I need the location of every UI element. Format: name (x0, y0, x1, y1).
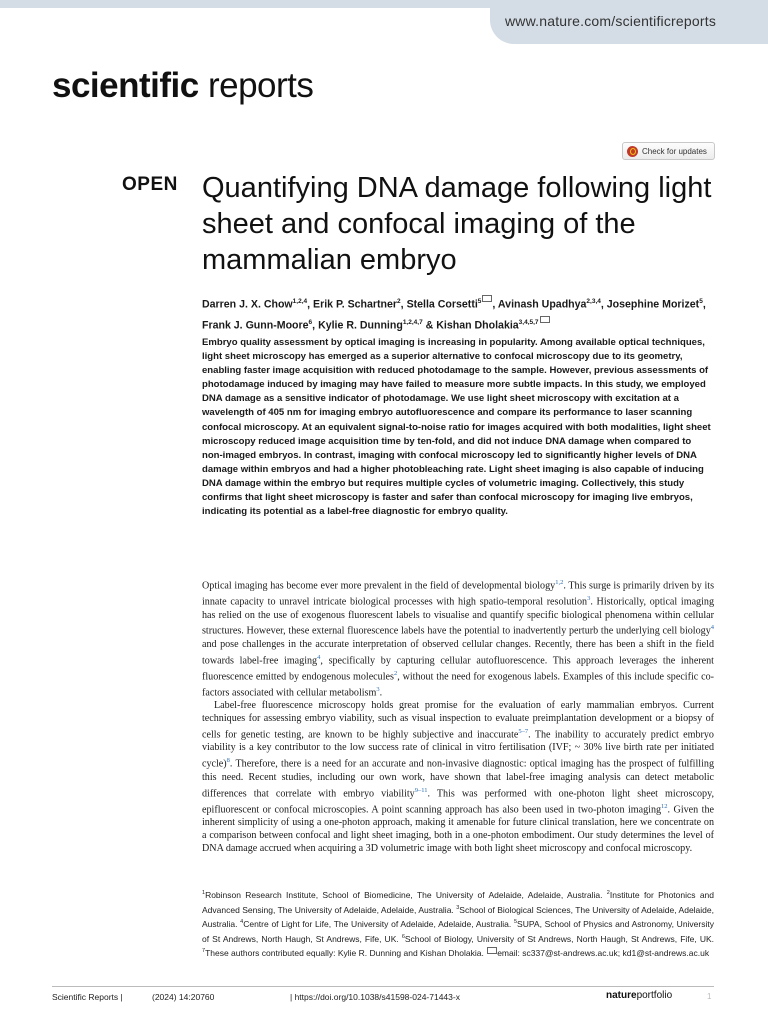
check-updates-label: Check for updates (642, 146, 707, 156)
author-affiliation: 1,2,4 (292, 298, 308, 305)
email-icon[interactable] (482, 295, 492, 302)
citation-ref[interactable]: 5–7 (518, 728, 529, 736)
author-affiliation: 2 (397, 298, 401, 305)
page-number: 1 (707, 992, 712, 1001)
author-affiliation: 6 (308, 318, 313, 326)
nature-portfolio-logo (606, 990, 672, 1001)
affiliation-number: 3 (456, 904, 460, 911)
citation-ref[interactable]: 4 (710, 624, 714, 632)
author-affiliation: 5 (699, 298, 703, 305)
logo-light: reports (198, 66, 314, 105)
email-icon[interactable] (540, 316, 550, 323)
author-name[interactable]: Avinash Upadhya (497, 298, 587, 311)
author-name[interactable]: Josephine Morizet (606, 298, 700, 311)
author-affiliation: 3,4,5,7 (518, 318, 539, 326)
author-name[interactable]: Frank J. Gunn-Moore (202, 319, 309, 332)
footer-doi-link[interactable]: | https://doi.org/10.1038/s41598-024-71443-x (290, 992, 460, 1002)
author-affiliation: 2,3,4 (586, 298, 601, 305)
citation-ref[interactable]: 12 (661, 802, 668, 810)
logo-bold: scientific (52, 66, 199, 105)
citation-ref[interactable]: 9–11 (414, 786, 428, 794)
footer-volume: (2024) 14:20760 (152, 992, 215, 1002)
article-body (202, 577, 714, 856)
publisher-bold: nature (606, 990, 637, 1001)
open-access-badge: OPEN (122, 174, 178, 195)
affiliation-number: 7 (202, 948, 206, 955)
author-affiliation: 1,2,4,7 (402, 318, 423, 326)
crossmark-icon (627, 146, 638, 157)
email-icon (487, 947, 497, 954)
affiliation-number: 5 (513, 919, 518, 926)
footer-journal: Scientific Reports | (52, 992, 123, 1002)
affiliation-number: 4 (240, 919, 244, 926)
abstract: Embryo quality assessment by optical imaging is increasing in popularity. Among available optical techniques, light sheet microscopy has emerged as a superior alternative to confocal microscopy due to its geometry, enabling faster image acquisition with reduced photodamage to the sample. However, previous assessments of photodamage induced by imaging may have failed to measure more subtle impacts. In this study, we employed DNA damage as a sensitive indicator of photodamage. We use light sheet microscopy with excitation at a wavelength of 405 nm for imaging embryo autofluorescence and compare its performance to laser scanning confocal microscopy. At an equivalent signal-to-noise ratio for images acquired with both modalities, light sheet microscopy reduced image acquisition time by ten-fold, and did not induce DNA damage when compared to non-imaged embryos. In contrast, imaging with confocal microscopy led to significantly higher levels of DNA damage within embryos and had a higher photobleaching rate. Light sheet imaging is also capable of inducing DNA damage within the embryo but requires multiple cycles of volumetric imaging. Collectively, this study confirms that light sheet microscopy is faster and safer than confocal microscopy for imaging live embryos, indicating its potential as a label-free diagnostic for embryo quality. (202, 337, 711, 518)
affiliation-number: 1 (202, 890, 206, 896)
body-paragraph: Label-free fluorescence microscopy holds great promise for the evaluation of early mammalian embryos. Current techniques for assessing embryo viability, such as visual inspection to evaluate preimplantation development or a biopsy of cells for genetic testing, are known to be highly subjective and inaccurate$^{5-7}$. The inability to accurately predict embryo viability is a key contributor to the low success rate of clinical in vitro fertilisation (IVF; ~ 30% live birth rate per initiated cycle)$^8$. Therefore, there is a need for an accurate and non-invasive diagnostic: optical imaging has the prospect of fulfilling this need. Recent studies, including our own work, have shown that label-free imaging analysis can detect metabolic differences that correlate with embryo viability$^{9-11}$. This was performed with one-photon light sheet microscopy, epifluorescent or confocal microscopies. A point scanning approach has also been used in two-photon imaging$^{12}$. Given the inherent simplicity of using a one-photon approach, making it amenable for future clinical translation, here we concentrate on a comparison between confocal and light sheet imaging, both in a one-photon embodiment. Our study determines the level of DNA damage accrued when acquiring a 3D volumetric image with both light sheet microscopy and confocal microscopy. (202, 700, 714, 854)
check-updates-button[interactable] (622, 142, 715, 160)
citation-ref[interactable]: 3 (376, 686, 380, 694)
article-title: Quantifying DNA damage following light sheet and confocal imaging of the mammalian embryo (202, 172, 712, 276)
footer-divider (52, 986, 714, 987)
author-name[interactable]: Kishan Dholakia (436, 319, 519, 332)
author-name[interactable]: Kylie R. Dunning (318, 319, 403, 332)
author-name[interactable]: Erik P. Schartner (313, 298, 398, 311)
affiliation-number: 6 (401, 933, 405, 940)
citation-ref[interactable]: 1,2 (555, 579, 564, 586)
author-name[interactable]: Stella Corsetti (406, 298, 478, 311)
author-list: Darren J. X. Chow$^{1,2,4}$, Erik P. Schartner$^2$, Stella Corsetti$^5$ , Avinash Upadhya$^{2,3,4}$, Josephine Morizet$^5$, Frank J. Gunn-Moore$^6$, Kylie R. Dunning$^{1,2,4,7}$ & Kishan Dholakia$^{3,4,5,7}$ (202, 293, 722, 334)
citation-ref[interactable]: 3 (587, 595, 591, 603)
citation-ref[interactable]: 4 (317, 653, 321, 661)
journal-url[interactable]: www.nature.com/scientificreports (505, 13, 717, 29)
citation-ref[interactable]: 8 (226, 757, 230, 765)
citation-ref[interactable]: 2 (393, 669, 398, 677)
affiliation-number: 2 (606, 890, 610, 896)
author-name[interactable]: Darren J. X. Chow (202, 298, 293, 311)
body-paragraph: Optical imaging has become ever more prevalent in the field of developmental biology$^{1,2}$. This surge is primarily driven by its innate capacity to unravel intricate biological processes with high spatio-temporal resolution$^3$. Historically, optical imaging has relied on the use of exogenous fluorescent labels to visualise and quantify specific biological phenomena within cellular structures. However, these external fluorescence labels have the potential to inadvertently perturb the underlying cell biology$^4$ and pose challenges in the accurate interpretation of observed cellular changes. Recently, there has been a shift in the field towards label-free imaging$^4$, specifically by capturing cellular autofluorescence. This approach leverages the inherent fluorescence emitted by endogenous molecules$^2$, without the need for exogenous labels. Examples of this include specific co-factors associated with cellular metabolism$^3$. (202, 579, 715, 699)
journal-logo[interactable] (52, 66, 313, 106)
publisher-light: portfolio (636, 990, 673, 1001)
affiliations-footnote: $^1$Robinson Research Institute, School of Biomedicine, The University of Adelaide, Adelaide, Australia. $^2$Institute for Photonics and Advanced Sensing, The University of Adelaide, Adelaide, Australia. $^3$School of Biological Sciences, The University of Adelaide, Adelaide, Australia. $^4$Centre of Light for Life, The University of Adelaide, Adelaide, Australia. $^5$SUPA, School of Physics and Astronomy, University of St Andrews, North Haugh, St Andrews, Fife, UK. $^6$School of Biology, University of St Andrews, North Haugh, St Andrews, Fife, UK. $^7$These authors contributed equally: Kylie R. Dunning and Kishan Dholakia. email: sc337@st-andrews.ac.uk; kd1@st-andrews.ac.uk (202, 889, 714, 958)
author-affiliation: 5 (477, 298, 482, 305)
